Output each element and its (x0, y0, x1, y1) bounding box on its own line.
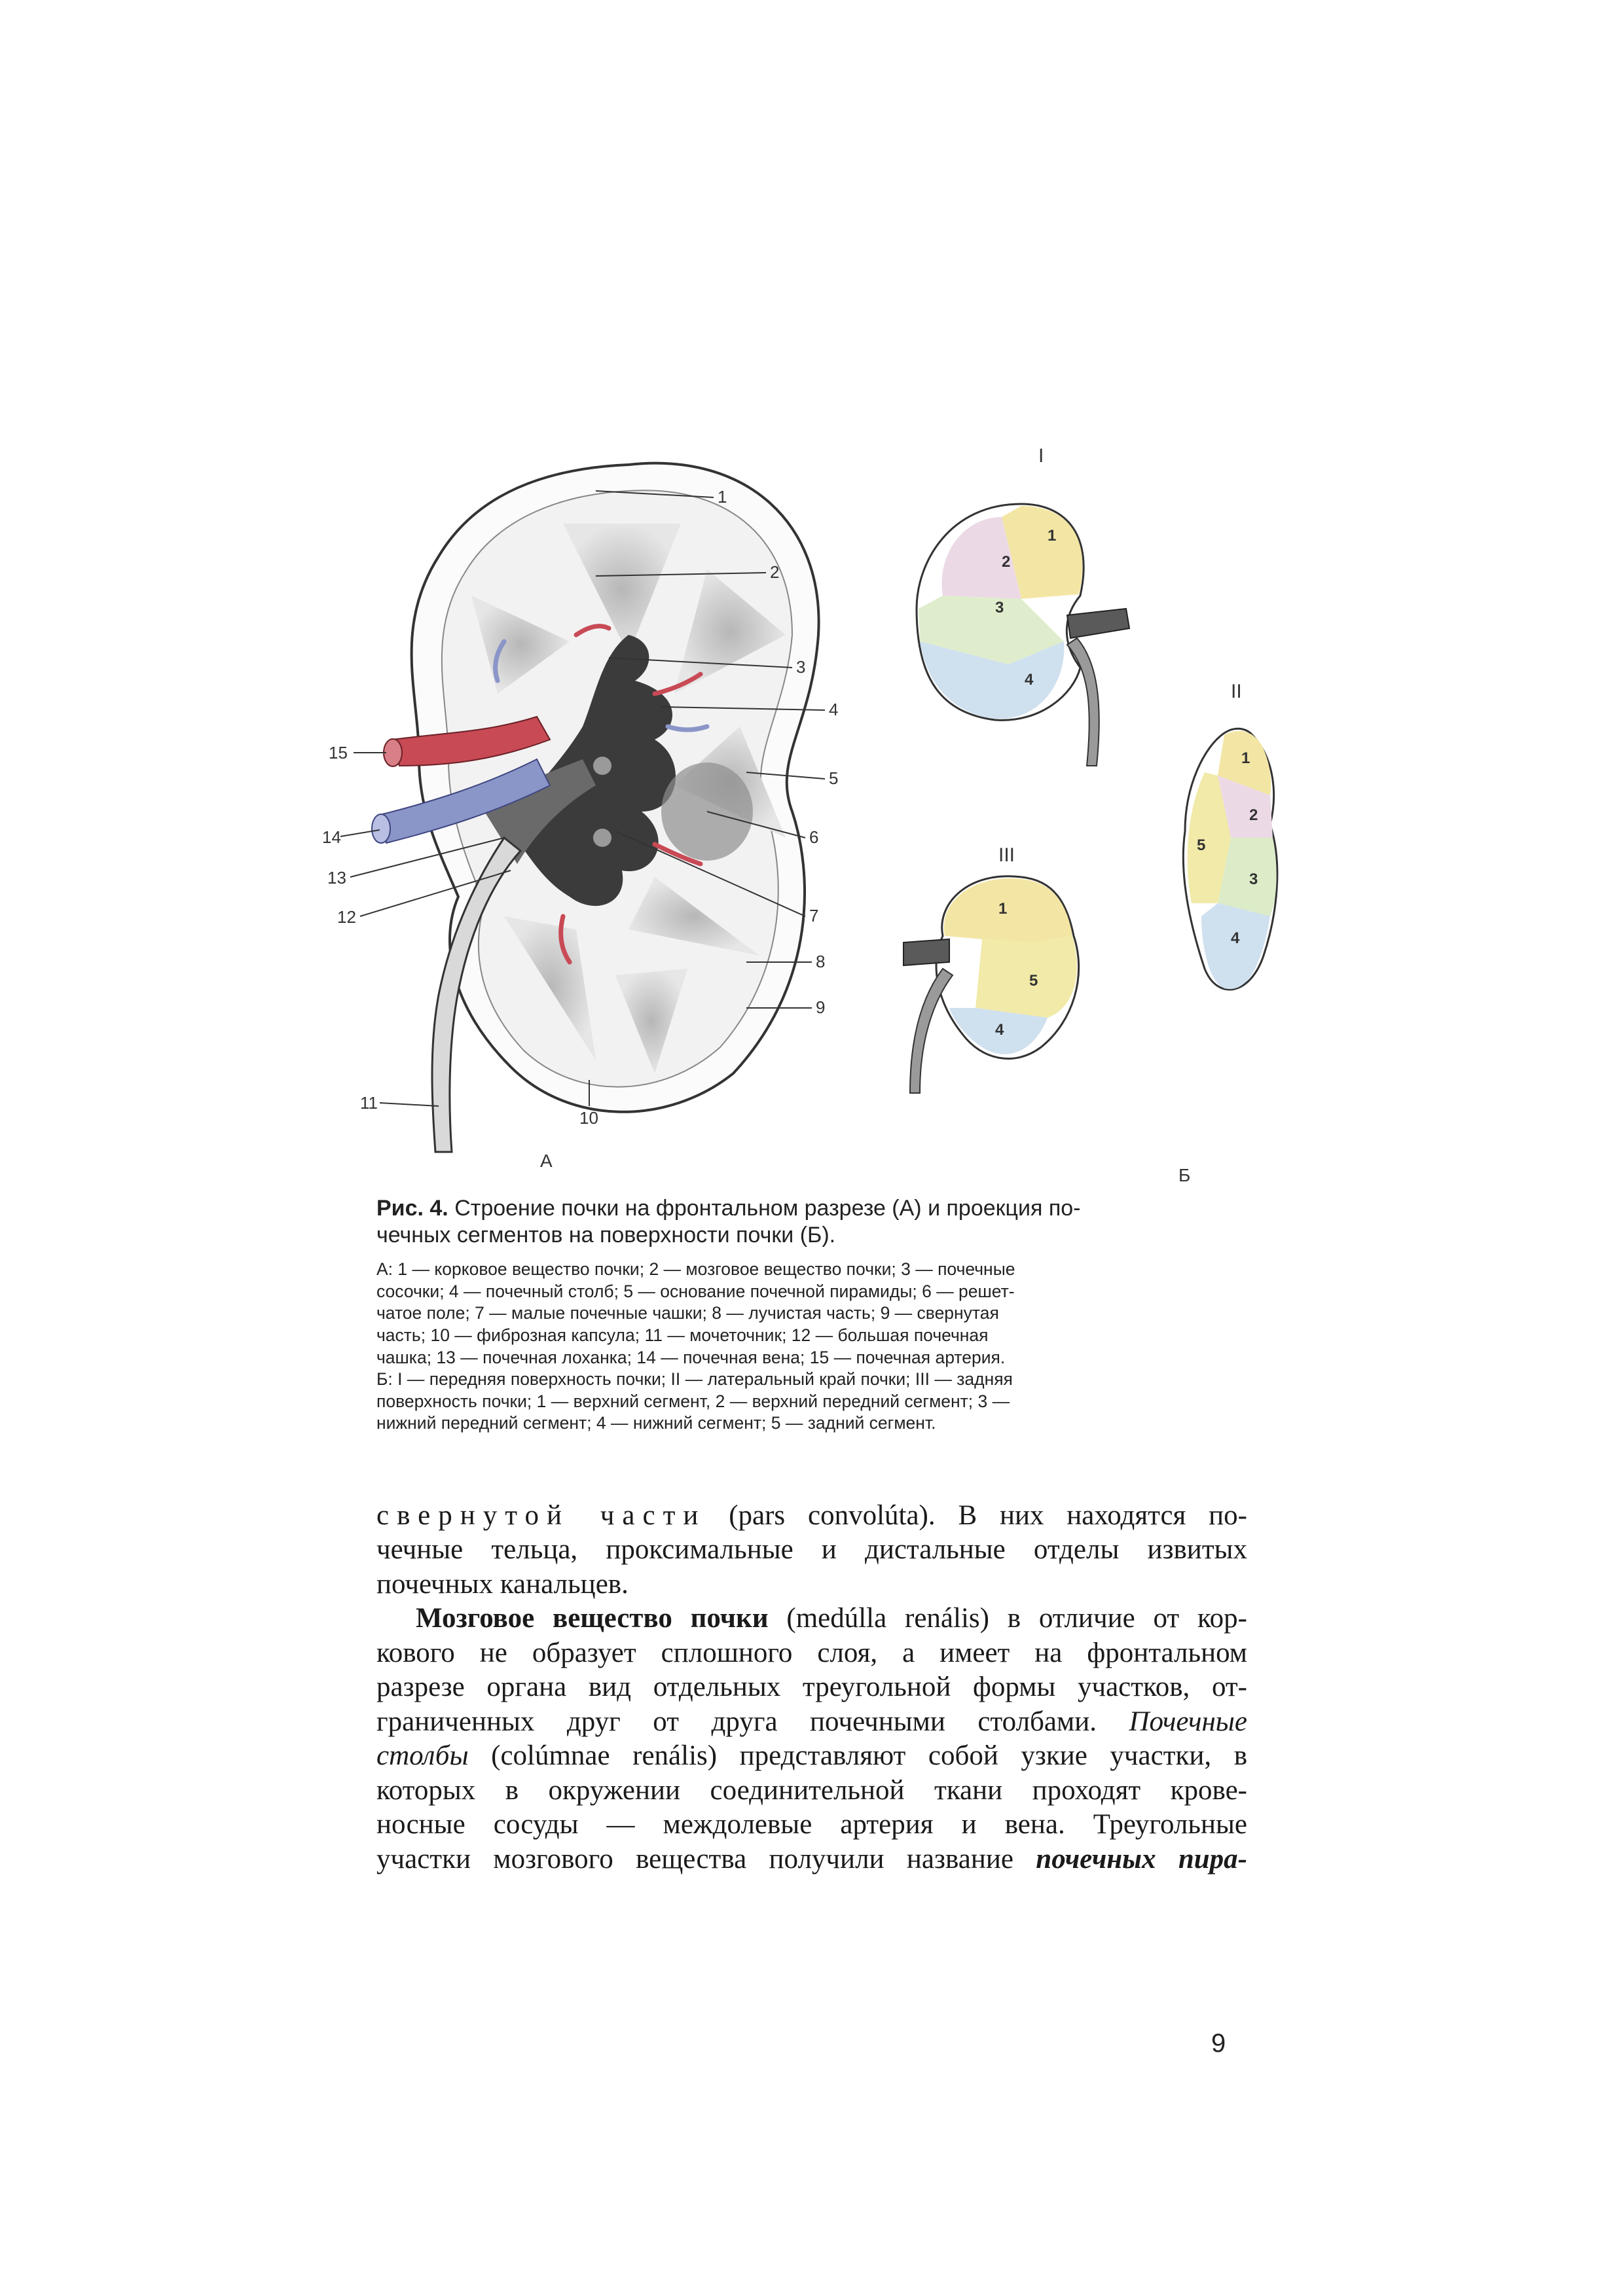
callout-8: 8 (816, 952, 826, 971)
body-line: которых в окружении соединительной ткани проходят крове- (376, 1774, 1247, 1806)
callout-3: 3 (796, 657, 806, 677)
callout-13: 13 (327, 868, 346, 888)
callout-4: 4 (829, 700, 839, 719)
body-line: свернутой части (pars convolúta). В них находятся по- (376, 1500, 1247, 1531)
view-label-lateral: II (1231, 681, 1242, 702)
view-label-back: III (998, 844, 1015, 866)
body-line: носные сосуды — междолевые артерия и вена. Треугольные (376, 1809, 1247, 1840)
legend-line: чашка; 13 — почечная лоханка; 14 — почечная вена; 15 — почечная артерия. (376, 1347, 1006, 1367)
segments-back-view (903, 876, 1079, 1093)
back-seg-4: 4 (995, 1021, 1004, 1039)
legend-line: поверхность почки; 1 — верхний сегмент, 2 — верхний передний сегмент; 3 — (376, 1391, 1010, 1411)
caption-title-line-1: Строение почки на фронтальном разрезе (А) и проекция по- (454, 1196, 1081, 1221)
callout-7: 7 (809, 906, 819, 925)
callout-12: 12 (337, 907, 356, 927)
kidney-illustration (288, 419, 1309, 1191)
view-label-front: I (1038, 445, 1044, 467)
lateral-seg-1: 1 (1241, 749, 1250, 767)
legend-line: Б: I — передняя поверхность почки; II — латеральный край почки; III — задняя (376, 1369, 1013, 1390)
legend-line: чатое поле; 7 — малые почечные чашки; 8 — лучистая часть; 9 — свернутая (376, 1303, 999, 1323)
italic-term: столбы (376, 1740, 469, 1772)
front-seg-4: 4 (1025, 671, 1034, 689)
kidney-frontal-section (340, 463, 825, 1152)
front-seg-2: 2 (1002, 553, 1011, 571)
callout-10: 10 (579, 1108, 598, 1128)
lateral-seg-5: 5 (1197, 836, 1206, 854)
body-line: Мозговое вещество почки (medúlla renális) в отличие от кор- (416, 1603, 1247, 1634)
callout-1: 1 (718, 487, 727, 507)
lateral-seg-4: 4 (1231, 929, 1240, 947)
callout-5: 5 (829, 768, 839, 788)
italic-term: почечных пира- (1036, 1843, 1247, 1874)
panel-a-label: А (540, 1151, 553, 1171)
callout-6: 6 (809, 827, 819, 847)
callout-14: 14 (322, 827, 341, 847)
caption-legend (376, 1259, 1247, 1435)
figure-caption (376, 1195, 1247, 1435)
callout-9: 9 (816, 997, 826, 1017)
body-text (376, 1499, 1247, 1876)
front-seg-1: 1 (1048, 527, 1057, 545)
segments-lateral-view (1183, 728, 1277, 990)
lateral-seg-2: 2 (1249, 806, 1258, 824)
caption-title-line-2: чечных сегментов на поверхности почки (Б). (376, 1223, 836, 1248)
body-line: граниченных друг от друга почечными столбами. Почечные (376, 1706, 1247, 1737)
caption-label: Рис. 4. (376, 1196, 448, 1221)
body-line: разрезе органа вид отдельных треугольной формы участков, от- (376, 1672, 1247, 1703)
front-seg-3: 3 (995, 599, 1004, 617)
legend-line: сосочки; 4 — почечный столб; 5 — основание почечной пирамиды; 6 — решет- (376, 1281, 1015, 1301)
body-line: участки мозгового вещества получили название почечных пира- (376, 1843, 1247, 1874)
italic-term: Почечные (1129, 1706, 1247, 1737)
lateral-seg-3: 3 (1249, 870, 1258, 888)
back-seg-1: 1 (998, 900, 1008, 918)
callout-11: 11 (360, 1093, 378, 1113)
segments-front-view (917, 504, 1129, 766)
legend-line: нижний передний сегмент; 4 — нижний сегмент; 5 — задний сегмент. (376, 1413, 936, 1433)
body-line: кового не образует сплошного слоя, а имеет на фронтальном (376, 1637, 1247, 1668)
panel-b-label: Б (1178, 1165, 1191, 1185)
callout-2: 2 (770, 562, 780, 582)
callout-15: 15 (329, 743, 348, 762)
legend-line: А: 1 — корковое вещество почки; 2 — мозговое вещество почки; 3 — почечные (376, 1259, 1015, 1279)
figure-kidney (288, 419, 1309, 1191)
body-line: чечные тельца, проксимальные и дистальные отделы извитых (376, 1534, 1247, 1566)
spaced-term: свернутой части (376, 1500, 706, 1531)
body-line: столбы (colúmnae renális) представляют собой узкие участки, в (376, 1740, 1247, 1772)
caption-title (376, 1195, 1247, 1249)
bold-term: Мозговое вещество почки (416, 1603, 769, 1634)
body-line: почечных канальцев. (376, 1568, 629, 1600)
page-number: 9 (1211, 2029, 1226, 2058)
legend-line: часть; 10 — фиброзная капсула; 11 — мочеточник; 12 — большая почечная (376, 1325, 989, 1345)
back-seg-5: 5 (1029, 972, 1038, 990)
